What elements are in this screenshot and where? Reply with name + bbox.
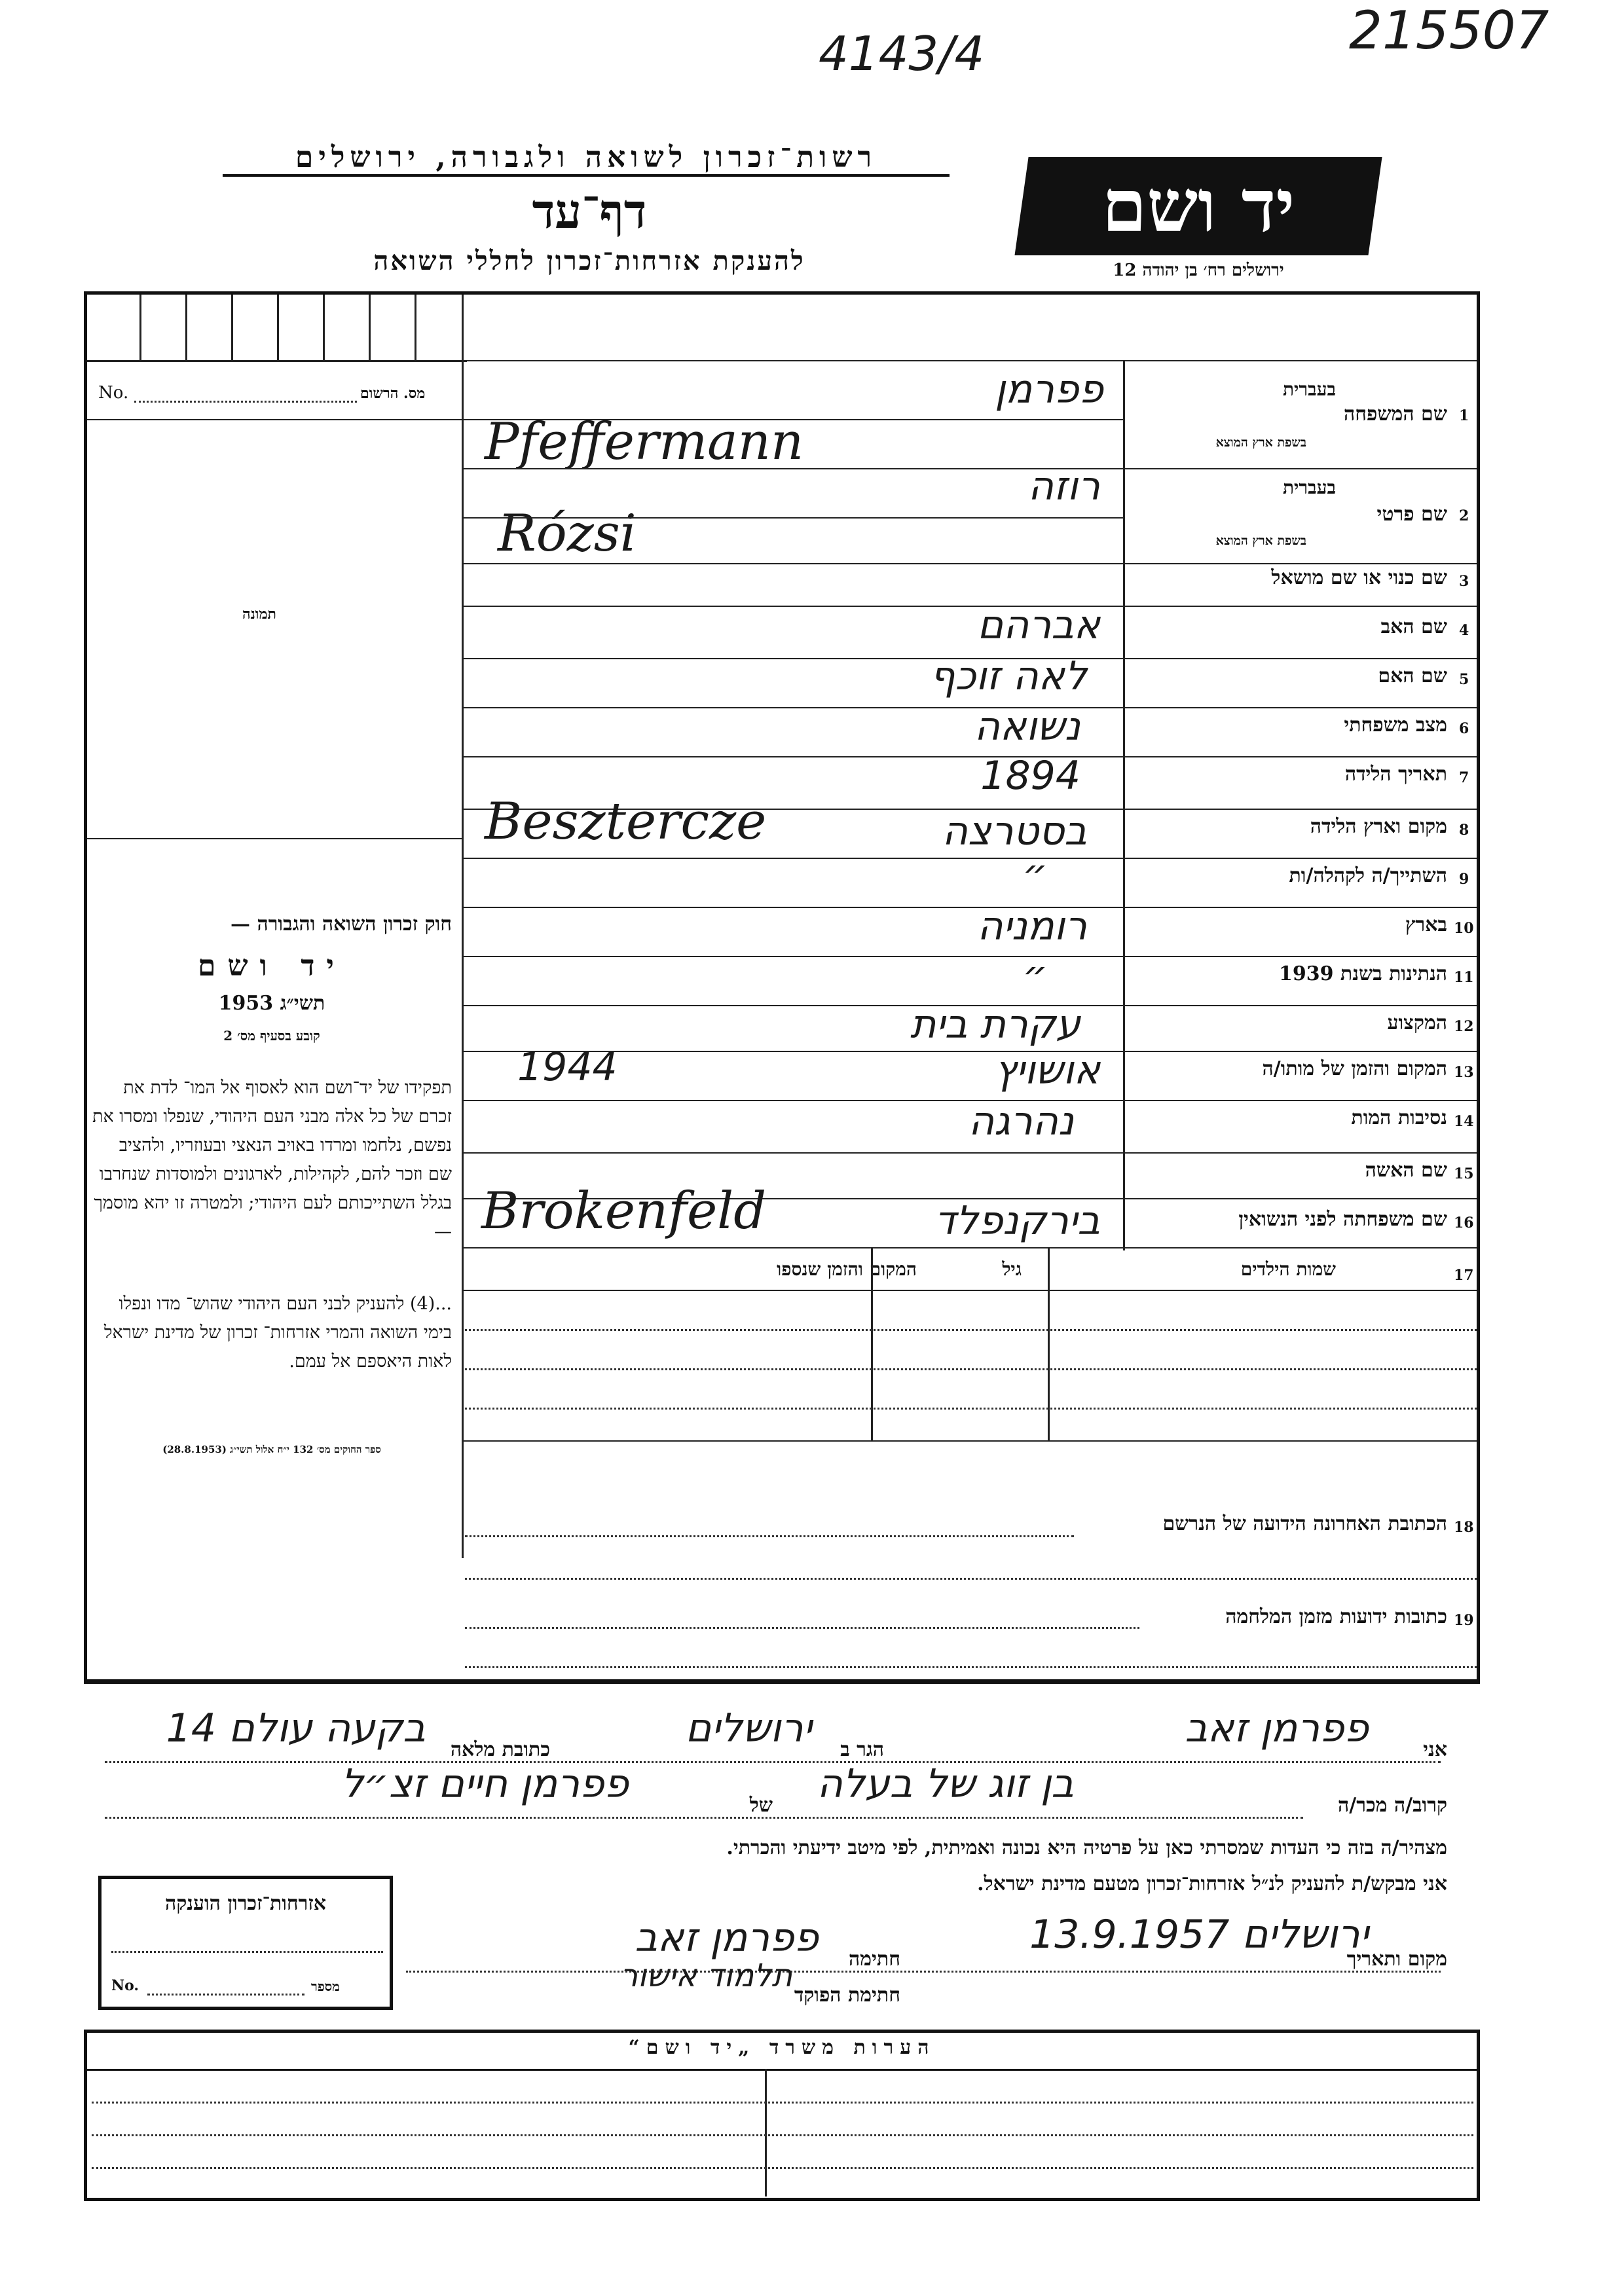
decl-line-1 [105,1761,1441,1763]
row-line-2a [462,517,1123,519]
row-line-14 [462,1152,1477,1154]
field-12-label: המקצוע [1387,1011,1447,1034]
field-16-label: שם משפחתה לפני הנשואין [1238,1208,1447,1231]
registration-no: No. [98,383,129,403]
law-clause: קובע בסעיף מס׳ 2 [223,1028,320,1044]
field-7-number: 7 [1459,769,1469,786]
main-form [84,291,1480,1684]
field-6-value: נשואה [974,704,1080,750]
field-4-value: אברהם [977,602,1100,648]
field-18-number: 18 [1454,1519,1474,1536]
field-1-value-native: Pfeffermann [485,412,804,471]
award-box-number-label: מספר [311,1978,340,1994]
row-line-10 [462,956,1477,957]
field-18-line-2 [465,1578,1477,1580]
registration-underline [87,419,462,420]
decl-resident-label: הגר ב [840,1738,884,1761]
field-2-number: 2 [1459,507,1469,524]
field-6-label: מצב משפחתי [1344,714,1447,737]
law-footnote: ספר החוקים מס׳ 132 י״ח אלול תשי״ג (28.8.1953) [162,1444,381,1455]
field-19-number: 19 [1454,1612,1474,1629]
field-11-label: הנתינות בשנת 1939 [1278,962,1447,985]
field-1-number: 1 [1459,407,1469,424]
law-text-1: תפקידו של יד־ושם הוא לאסוף אל המו־ לדת את זכרם של כל אלה מבני העם היהודי, שנפלו ומסרו את נפשם, נלחמו ומרדו באויב הנאצי ובעוזריו, ולהציב שם וזכר להם, לקהילות, לארגונים ולמוסדות שנחרבו בגלל השתייכותם לעם היהודי; ולמטרה זו יהא מוסמך — [92,1078,452,1242]
field-5-label: שם האם [1378,665,1447,687]
field-14-number: 14 [1454,1113,1474,1130]
field-19-label: כתובות ידועות מזמן המלחמה [1225,1605,1447,1628]
field-8-number: 8 [1459,822,1469,839]
notes-line-1 [92,2102,1473,2104]
decl-line-2 [105,1817,1303,1819]
field-17-number: 17 [1454,1267,1474,1284]
field-4-number: 4 [1459,622,1469,639]
field-4-label: שם האב [1380,615,1447,638]
field-10-value: רומניה [977,903,1087,949]
left-column-divider [462,295,464,1558]
decl-signature-value: פפרמן זאב [635,1915,819,1961]
field-14-value: נהרגה [968,1099,1074,1144]
field-9-label: השתייך/ה לקהלה/ות [1289,864,1447,887]
row-line-3 [462,606,1477,607]
decl-place-date-label: מקום ותאריך [1346,1948,1447,1971]
logo-address: ירושלים רח׳ בן יהודה 12 [1113,261,1284,280]
award-box-no: No. [111,1977,139,1994]
field-15-label: שם האשה [1365,1159,1447,1182]
notes-line-2 [92,2134,1473,2136]
children-col-divider-2 [1048,1247,1050,1440]
field-8-value-native: Besztercze [485,792,767,851]
children-col-divider-1 [871,1247,873,1440]
decl-resident-value: ירושלים [685,1705,812,1751]
field-3-number: 3 [1459,573,1469,590]
page-title: דף־עד [532,183,647,239]
field-7-label: תאריך הלידה [1344,763,1447,786]
decl-relative-label: קרוב/ה מכר/ה [1338,1794,1447,1817]
award-box [98,1876,393,2010]
notes-header-line [87,2069,1477,2071]
notes-label: הערות משרד „יד ושם“ [628,2036,936,2059]
field-13-number: 13 [1454,1064,1474,1081]
archive-number: 4143/4 [819,26,985,81]
row-line-6 [462,756,1477,757]
row-line-9 [462,907,1477,908]
field-2-value-native: Rózsi [498,504,637,563]
field-1-hebrew-label: בעברית [1282,378,1336,400]
field-11-value: ״ [1022,953,1048,998]
children-bottom-line [462,1440,1477,1442]
decl-address-label: כתובת מלאה [450,1738,550,1761]
children-row-1 [465,1329,1477,1331]
field-19-line-2 [465,1666,1477,1668]
field-13-label: המקום והזמן של מותו/ה [1262,1057,1447,1080]
field-2-label: שם פרטי [1376,503,1447,526]
row-line-5 [462,707,1477,708]
field-2-native-label: בשפת ארץ המוצא [1215,534,1306,548]
registration-cells [87,295,467,362]
page-number: 215507 [1349,0,1549,61]
field-13-year: 1944 [517,1044,618,1090]
field-3-label: שם כנוי או שם מושאל [1271,566,1447,589]
authority-line: רשות־זכרון לשואה ולגבורה, ירושלים [223,141,950,177]
notes-col-divider [765,2069,767,2196]
row-line-8 [462,858,1477,859]
field-18-label: הכתובת האחרונה הידועה של הנרשם [1162,1512,1447,1535]
children-col-age: גיל [1002,1258,1022,1280]
page-subtitle: להענקת אזרחות־זכרון לחללי השואה [373,246,805,276]
field-12-number: 12 [1454,1018,1474,1035]
decl-official-value: תלמוד אישור [620,1958,792,1994]
field-11-number: 11 [1454,969,1474,986]
children-col-names: שמות הילדים [1240,1258,1336,1280]
decl-address-value: בקעה עולם 14 [166,1705,426,1751]
decl-relative-value: בן זוג של בעלה [817,1761,1074,1807]
field-10-number: 10 [1454,920,1474,937]
field-5-value: לאה זוכף [930,653,1087,699]
row-line-16 [462,1247,1477,1248]
law-text-2: ...(4) להעניק לבני העם היהודי שהוש־ מדו ונפלו בימי השואה והמרי אזרחות־ זכרון של מדינת ישראל לאות היאספם אל עמם. [103,1294,452,1372]
row-line-1 [462,468,1477,469]
field-2-value-hebrew: רוזה [1027,464,1100,509]
field-13-value: אושויץ [994,1048,1100,1093]
field-16-value-native: Brokenfeld [481,1182,767,1241]
award-box-title: אזרחות־זכרון הוענקה [164,1892,327,1915]
decl-official-label: חתימת הפוקד [794,1984,900,2007]
decl-i-label: אני [1423,1738,1447,1761]
field-15-number: 15 [1454,1165,1474,1182]
decl-request: אני מבקש/ת להעניק לנ״ל אזרחות־זכרון מטעם מדינת ישראל. [977,1872,1447,1895]
label-column-divider [1123,360,1125,1250]
decl-signature-label: חתימה [849,1948,900,1971]
declaration-top-border [87,1679,1477,1681]
field-8-value: בסטרצה [942,809,1087,854]
field-8-label: מקום וארץ הלידה [1310,815,1447,838]
field-19-line-1 [465,1627,1139,1629]
field-16-value: בירקנפלד [934,1198,1100,1244]
field-16-number: 16 [1454,1214,1474,1231]
decl-declare: מצהיר/ה בזה כי העדות שמסרתי כאן על פרטיה היא נכונה ואמיתית, לפי מיטב ידיעתי והכרתי. [726,1836,1447,1859]
yad-vashem-logo [1014,157,1382,255]
header-separator [462,360,1477,361]
field-14-label: נסיבות המות [1351,1106,1447,1129]
field-18-line-1 [465,1535,1074,1537]
field-5-number: 5 [1459,671,1469,688]
decl-line-3 [406,1971,1441,1973]
law-name: יד ושם [198,949,346,983]
field-9-value: ״ [1022,851,1048,897]
field-9-number: 9 [1459,871,1469,888]
notes-line-3 [92,2167,1473,2169]
law-title: חוק זכרון השואה והגבורה — [231,913,452,936]
decl-i-value: פפרמן זאב [1185,1705,1369,1751]
registration-label: מס. הרשום [360,385,426,402]
row-line-1a [462,419,1123,420]
children-col-place: המקום והזמן שנספו [777,1258,917,1280]
registration-line [134,401,357,403]
children-header-line [462,1290,1477,1291]
logo-text: יד ושם [1101,164,1295,248]
children-row-2 [465,1368,1477,1370]
field-1-native-label: בשפת ארץ המוצא [1215,435,1306,450]
field-6-number: 6 [1459,720,1469,737]
children-row-3 [465,1408,1477,1410]
field-7-value: 1894 [980,753,1080,799]
field-12-value: עקרת בית [910,1002,1080,1048]
law-year: תשי״ג 1953 [218,992,325,1015]
field-1-label: שם המשפחה [1343,403,1447,426]
field-1-value-hebrew: פפרמן [995,367,1103,412]
decl-place-date-value: ירושלים 13.9.1957 [1029,1912,1369,1958]
field-2-hebrew-label: בעברית [1282,477,1336,498]
photo-label: תמונה [242,606,276,623]
decl-of-label: של [749,1794,773,1817]
field-10-label: בארץ [1405,913,1447,936]
row-line-2 [462,563,1477,564]
photo-bottom [87,838,462,839]
decl-of-value: פפרמן חיים זצ״ל [341,1761,629,1807]
